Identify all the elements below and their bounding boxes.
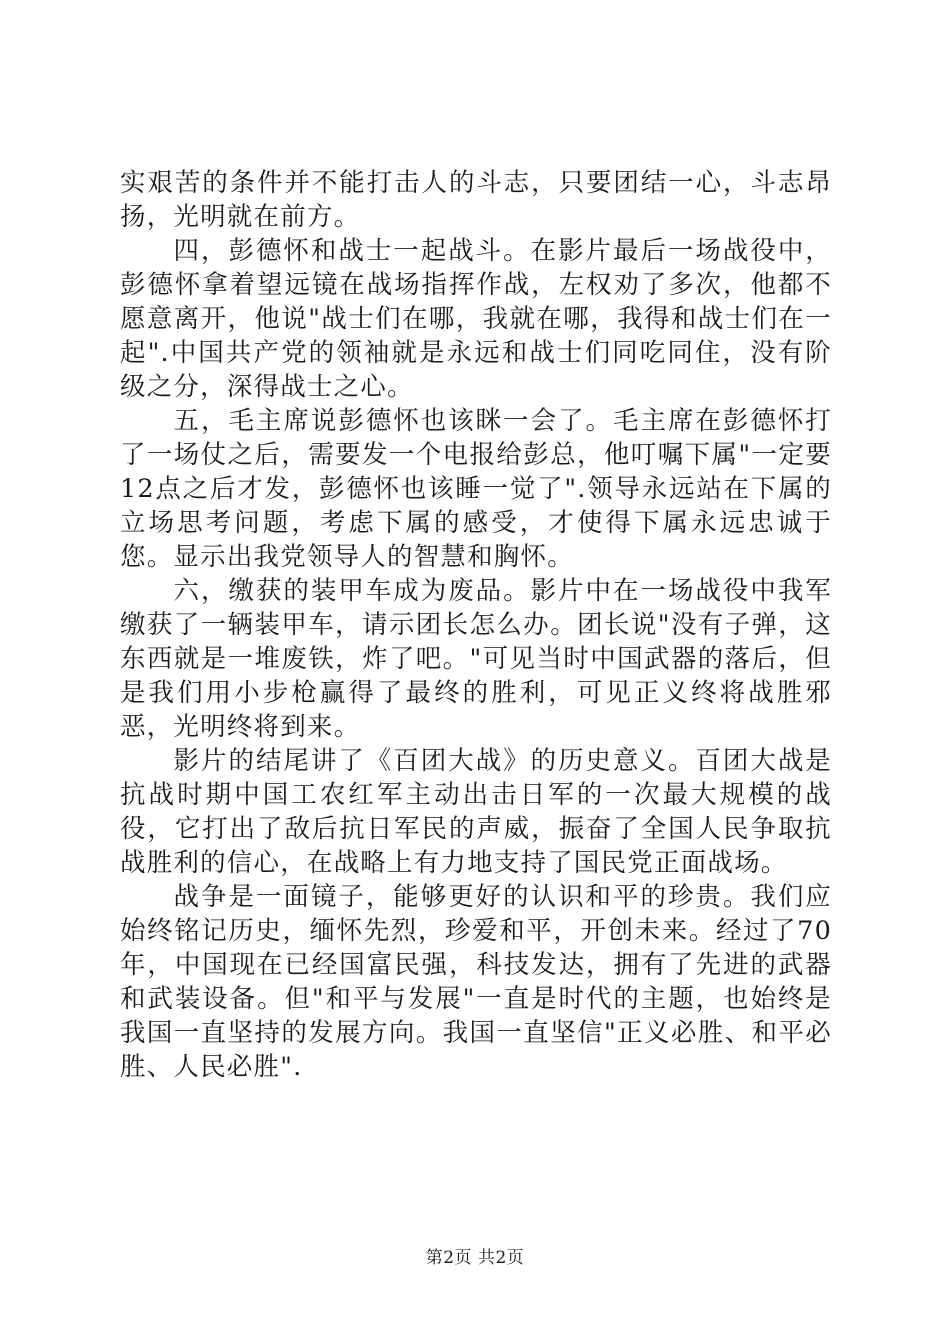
- paragraph-peng-dehuai-fighting: 四，彭德怀和战士一起战斗。在影片最后一场战役中，彭德怀拿着望远镜在战场指挥作战，左权劝了多次，他都不愿意离开，他说"战士们在哪，我就在哪，我得和战士们在一起".中国共产党的领袖就是永远和战士们同吃同住，没有阶级之分，深得战士之心。: [120, 236, 832, 402]
- page-footer: 第2页 共2页: [425, 1248, 525, 1268]
- document-body: [120, 166, 832, 1084]
- paragraph-conclusion: 战争是一面镜子，能够更好的认识和平的珍贵。我们应始终铭记历史，缅怀先烈，珍爱和平，开创未来。经过了70年，中国现在已经国富民强，科技发达，拥有了先进的武器和武装设备。但"和平与发展"一直是时代的主题，也始终是我国一直坚持的发展方向。我国一直坚信"正义必胜、和平必胜、人民必胜".: [120, 882, 832, 1082]
- paragraph-armored-vehicle: 六，缴获的装甲车成为废品。影片中在一场战役中我军缴获了一辆装甲车，请示团长怎么办。团长说"没有子弹，这东西就是一堆废铁，炸了吧。"可见当时中国武器的落后，但是我们用小步枪赢得了最终的胜利，可见正义终将战胜邪恶，光明终将到来。: [120, 576, 832, 742]
- paragraph-historical-meaning: 影片的结尾讲了《百团大战》的历史意义。百团大战是抗战时期中国工农红军主动出击日军的一次最大规模的战役，它打出了敌后抗日军民的声威，振奋了全国人民争取抗战胜利的信心，在战略上有力地支持了国民党正面战场。: [120, 746, 832, 878]
- paragraph-continued: 实艰苦的条件并不能打击人的斗志，只要团结一心，斗志昂扬，光明就在前方。: [120, 168, 832, 232]
- paragraph-chairman-mao: 五，毛主席说彭德怀也该眯一会了。毛主席在彭德怀打了一场仗之后，需要发一个电报给彭总，他叮嘱下属"一定要12点之后才发，彭德怀也该睡一觉了".领导永远站在下属的立场思考问题，考虑下属的感受，才使得下属永远忠诚于您。显示出我党领导人的智慧和胸怀。: [120, 406, 832, 572]
